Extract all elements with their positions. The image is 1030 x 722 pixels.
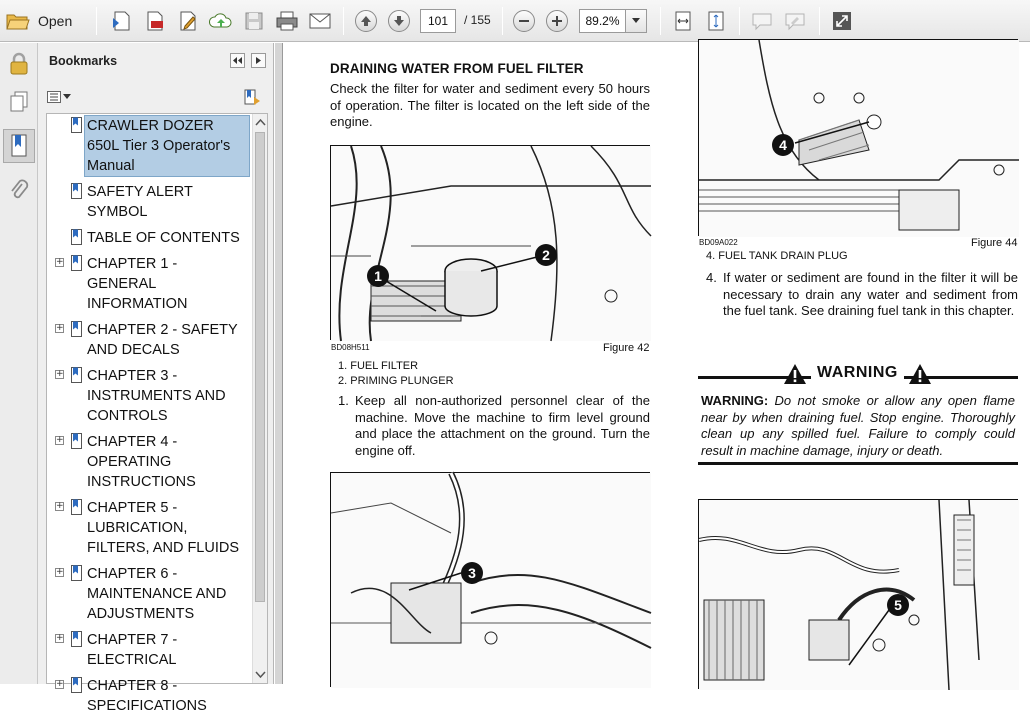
expand-toggle-icon[interactable]: + [56, 323, 64, 333]
bookmark-icon [71, 321, 82, 337]
page-total: / 155 [464, 13, 491, 27]
bookmarks-list [47, 116, 253, 722]
expand-toggle-icon[interactable]: + [56, 257, 64, 267]
bookmark-icon [71, 499, 82, 515]
bookmark-item[interactable] [47, 254, 253, 314]
bookmark-label: SAFETY ALERT SYMBOL [87, 184, 193, 220]
bookmark-icon [71, 117, 82, 133]
intro-paragraph: Check the filter for water and sediment every 50 hours of operation. The filter is located on the left side of the engine. [330, 81, 650, 129]
toolbar-separator [660, 7, 661, 35]
lock-icon [8, 52, 30, 76]
bookmarks-options-bar [38, 83, 273, 111]
warning-body: Do not smoke or allow any open flame near by when draining fuel. Stop engine. Thoroughly clean up any spilled fuel. Failure to comply could result in machine damage, injury or death. [701, 393, 1015, 458]
paperclip-icon [9, 178, 29, 202]
highlight-icon [784, 11, 806, 31]
document-view[interactable] [275, 43, 1030, 684]
chevron-down-icon [632, 18, 640, 24]
save-button[interactable] [240, 8, 268, 34]
figure-42-image [330, 145, 650, 340]
list-options-icon [47, 91, 61, 103]
warning-lead: WARNING: [701, 393, 769, 408]
figure-43-image [330, 472, 650, 687]
step-4-text: If water or sediment are found in the filter it will be necessary to drain any water and sediment from the fuel tank. See draining fuel tank in this chapter. [723, 270, 1018, 318]
floppy-disk-icon [244, 11, 264, 31]
collapse-panel-button[interactable] [230, 53, 245, 68]
fit-page-icon [673, 10, 693, 32]
zoom-input[interactable]: 89.2% [579, 9, 625, 33]
bookmark-icon [71, 229, 82, 245]
minus-icon [518, 15, 530, 27]
callout-4: 4 [772, 134, 794, 156]
double-chevron-left-icon [233, 57, 242, 64]
bookmark-icon [71, 677, 82, 693]
attachments-button[interactable] [3, 173, 35, 207]
fit-width-button[interactable] [669, 8, 697, 34]
bookmark-icon [71, 565, 82, 581]
upload-button[interactable] [207, 8, 235, 34]
fuel-line-illustration [331, 473, 651, 688]
figure-42-code: BD08H511 [331, 343, 370, 352]
bookmark-item[interactable] [47, 432, 253, 492]
bookmark-icon [71, 367, 82, 383]
bookmark-icon [71, 433, 82, 449]
caption-priming-plunger: 2. PRIMING PLUNGER [338, 375, 454, 387]
next-page-button[interactable] [386, 8, 412, 34]
step-1-number: 1. [338, 393, 349, 408]
bookmark-expand-icon [243, 88, 261, 106]
expand-toggle-icon[interactable]: + [56, 567, 64, 577]
toolbar-separator [502, 7, 503, 35]
bookmarks-scrollbar[interactable] [252, 114, 267, 683]
chevron-right-icon [256, 57, 261, 64]
pages-icon [8, 90, 30, 114]
edit-document-icon [177, 10, 199, 32]
bookmark-item[interactable] [47, 676, 253, 716]
toolbar [0, 0, 1030, 42]
warning-triangle-icon [908, 363, 932, 385]
figure-44-code: BD09A022 [699, 238, 738, 247]
zoom-dropdown[interactable] [625, 9, 647, 33]
callout-2: 2 [535, 244, 557, 266]
bookmark-label: CHAPTER 3 - INSTRUMENTS AND CONTROLS [87, 368, 226, 424]
cloud-upload-icon [209, 10, 233, 32]
print-button[interactable] [273, 8, 301, 34]
expand-toggle-icon[interactable]: + [56, 679, 64, 689]
caption-fuel-filter: 1. FUEL FILTER [338, 360, 419, 372]
previous-page-button[interactable] [353, 8, 379, 34]
bookmarks-panel [38, 43, 274, 714]
figure-45-image [698, 499, 1018, 689]
bookmark-label: CHAPTER 1 - GENERAL INFORMATION [87, 256, 188, 312]
bookmark-item[interactable] [47, 182, 253, 222]
toolbar-separator [343, 7, 344, 35]
full-screen-icon [832, 11, 852, 31]
bookmark-label: CHAPTER 5 - LUBRICATION, FILTERS, AND FLUIDS [87, 500, 240, 556]
bookmark-item[interactable] [47, 228, 253, 248]
plus-icon [551, 15, 563, 27]
bookmark-label: CRAWLER DOZER 650L Tier 3 Operator's Manual [85, 116, 249, 176]
create-document-icon [111, 10, 133, 32]
step-4-number: 4. [706, 270, 717, 285]
warning-title: WARNING [811, 364, 904, 382]
create-pdf-button[interactable] [108, 8, 136, 34]
highlight-button[interactable] [781, 8, 809, 34]
chevron-down-icon [63, 94, 71, 100]
step-1-text: Keep all non-authorized personnel clear of the machine. Move the machine to firm level ground and place the attachment on the ground. Turn the engine off. [355, 393, 650, 458]
figure-42-label: Figure 42 [603, 342, 650, 354]
bookmark-item[interactable] [47, 116, 253, 176]
caption-fuel-tank-drain-plug: 4. FUEL TANK DRAIN PLUG [706, 250, 848, 262]
edit-button[interactable] [174, 8, 202, 34]
bookmarks-panel-title: Bookmarks [49, 54, 118, 68]
warning-bottom-rule [698, 462, 1018, 465]
pdf-page [282, 43, 1030, 684]
bookmark-icon [71, 255, 82, 271]
full-screen-button[interactable] [828, 8, 856, 34]
bookmark-options-menu[interactable] [47, 89, 73, 105]
bookmarks-scrollbar-thumb[interactable] [255, 132, 265, 602]
expand-toggle-icon[interactable]: + [56, 369, 64, 379]
bookmark-label: CHAPTER 6 - MAINTENANCE AND ADJUSTMENTS [87, 566, 227, 622]
toolbar-separator [739, 7, 740, 35]
callout-3: 3 [461, 562, 483, 584]
scroll-up-icon [253, 116, 268, 130]
envelope-icon [308, 12, 332, 30]
printer-icon [275, 10, 299, 32]
toolbar-separator [96, 7, 97, 35]
arrow-down-icon [393, 15, 405, 27]
security-button[interactable] [3, 47, 35, 81]
bookmark-icon [71, 183, 82, 199]
bookmark-label: CHAPTER 2 - SAFETY AND DECALS [87, 322, 238, 358]
bookmark-item[interactable] [47, 630, 253, 670]
step-4 [706, 270, 1018, 320]
toolbar-separator [819, 7, 820, 35]
bookmarks-tree [46, 113, 268, 714]
bookmarks-button[interactable] [3, 129, 35, 163]
comment-button[interactable] [748, 8, 776, 34]
bookmark-label: TABLE OF CONTENTS [87, 230, 240, 246]
pdf-button[interactable] [141, 8, 169, 34]
panel-options-arrow[interactable] [251, 53, 266, 68]
callout-1: 1 [367, 265, 389, 287]
folder-icon [6, 11, 30, 31]
warning-triangle-icon [783, 363, 807, 385]
expand-bookmark-button[interactable] [243, 88, 261, 106]
zoom-out-button[interactable] [511, 8, 537, 34]
pdf-icon [144, 10, 166, 32]
fuel-drain-illustration [699, 500, 1019, 690]
open-button[interactable] [6, 8, 84, 34]
warning-text [701, 393, 1015, 459]
figure-44-image [698, 39, 1018, 236]
email-button[interactable] [306, 8, 334, 34]
page-number-input[interactable]: 101 [420, 9, 456, 33]
arrow-up-icon [360, 15, 372, 27]
callout-5: 5 [887, 594, 909, 616]
bookmark-label: CHAPTER 4 - OPERATING INSTRUCTIONS [87, 434, 196, 490]
left-column [330, 61, 650, 131]
open-label: Open [38, 13, 73, 29]
expand-toggle-icon[interactable]: + [56, 633, 64, 643]
bookmark-icon [71, 631, 82, 647]
bookmark-item[interactable] [47, 366, 253, 426]
comment-icon [751, 11, 773, 31]
figure-44-label: Figure 44 [971, 237, 1018, 249]
figure-42-captions [338, 359, 638, 389]
fit-page-button[interactable] [702, 8, 730, 34]
step-1 [338, 393, 650, 459]
expand-page-icon [706, 10, 726, 32]
bookmark-item[interactable] [47, 498, 253, 558]
bookmark-label: CHAPTER 7 - ELECTRICAL [87, 632, 178, 668]
expand-toggle-icon[interactable]: + [56, 501, 64, 511]
bookmark-item[interactable] [47, 320, 253, 360]
section-heading: DRAINING WATER FROM FUEL FILTER [330, 61, 584, 76]
pages-button[interactable] [3, 85, 35, 119]
navigation-rail [0, 43, 38, 684]
zoom-in-button[interactable] [544, 8, 570, 34]
fuel-filter-illustration [331, 146, 651, 341]
scroll-down-icon [253, 667, 268, 681]
bookmark-icon [9, 133, 29, 159]
expand-toggle-icon[interactable]: + [56, 435, 64, 445]
bookmark-item[interactable] [47, 564, 253, 624]
fuel-tank-illustration [699, 40, 1019, 237]
bookmark-label: CHAPTER 8 - SPECIFICATIONS [87, 678, 207, 714]
